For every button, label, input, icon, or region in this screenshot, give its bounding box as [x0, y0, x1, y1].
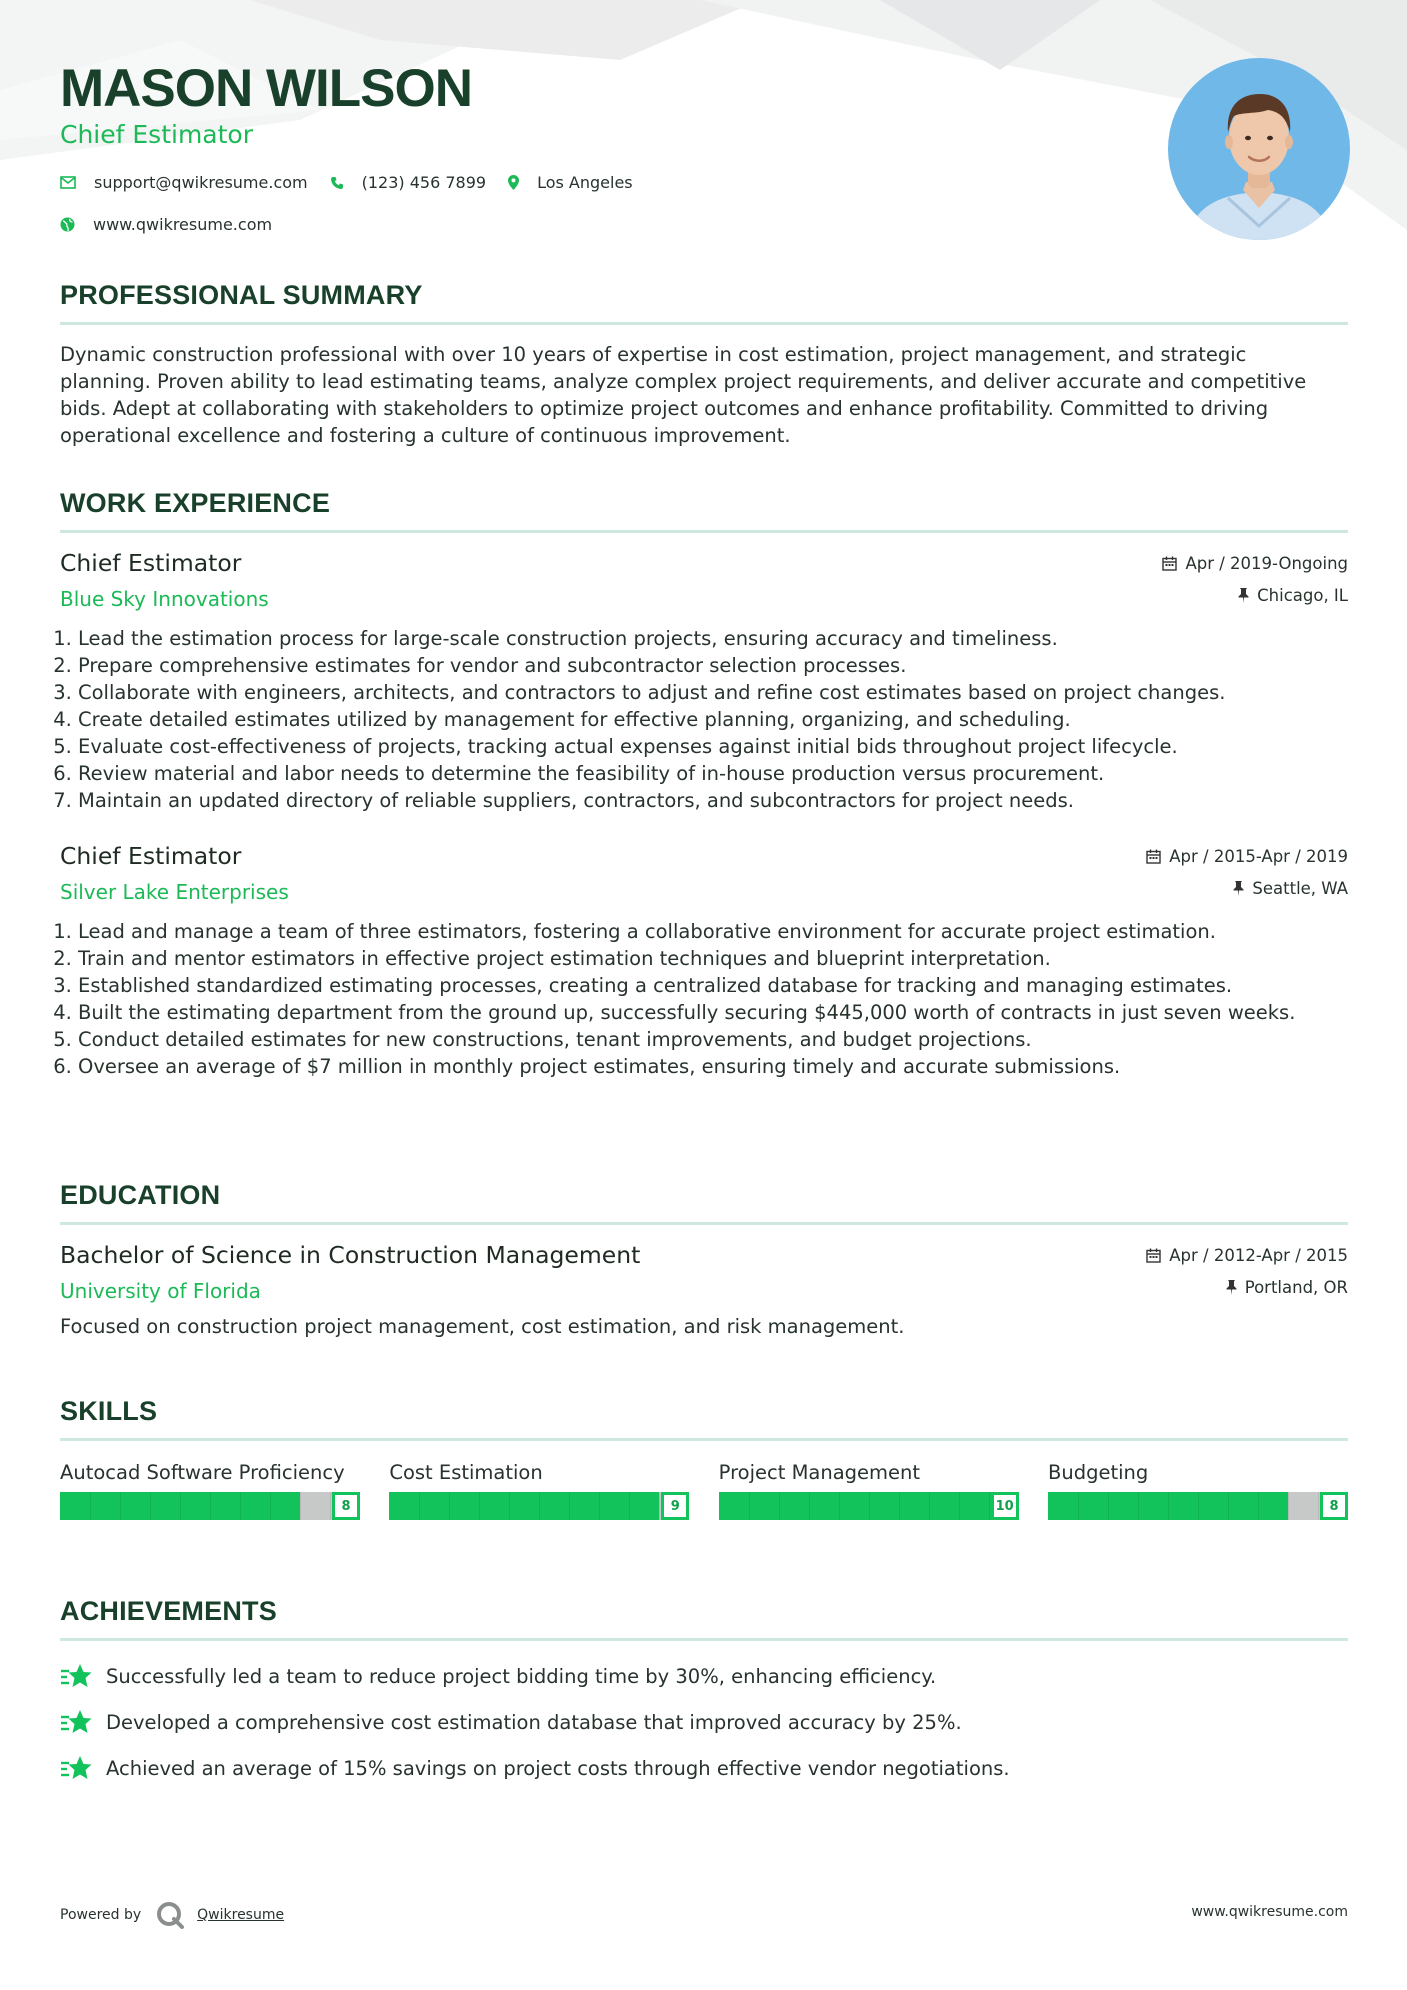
job-company: Silver Lake Enterprises	[60, 880, 289, 904]
profile-photo	[1168, 58, 1350, 240]
powered-by	[60, 1900, 284, 1930]
skill-bar	[60, 1492, 360, 1520]
skill-bar-segment	[629, 1492, 630, 1520]
section-divider	[60, 1638, 1348, 1641]
degree: Bachelor of Science in Construction Management	[60, 1241, 641, 1269]
skill-bar-segment	[1228, 1492, 1229, 1520]
phone-icon	[330, 176, 344, 190]
skill-level-badge: 10	[991, 1492, 1019, 1520]
skill-bar-segment	[1198, 1492, 1199, 1520]
summary-heading: PROFESSIONAL SUMMARY	[60, 280, 423, 310]
skill-bar-segment	[1318, 1492, 1319, 1520]
skill-bar-segment	[210, 1492, 211, 1520]
skill-item	[389, 1459, 689, 1520]
list-item: 2. Train and mentor estimators in effective project estimation techniques and blueprint interpretation.	[78, 945, 1348, 972]
skill-bar	[389, 1492, 689, 1520]
section-divider	[60, 1222, 1348, 1225]
skill-bar-segment	[599, 1492, 600, 1520]
skill-bar-track	[60, 1492, 360, 1520]
list-item: 6. Review material and labor needs to determine the feasibility of in-house production versus procurement.	[78, 760, 1348, 787]
skill-bar-segment	[150, 1492, 151, 1520]
skill-bar-segment	[300, 1492, 301, 1520]
education-heading: EDUCATION	[60, 1180, 221, 1210]
candidate-name: MASON WILSON	[60, 59, 472, 118]
list-item: 5. Conduct detailed estimates for new constructions, tenant improvements, and budget projections.	[78, 1026, 1348, 1053]
skill-name: Cost Estimation	[389, 1461, 543, 1484]
list-item: 4. Create detailed estimates utilized by management for effective planning, organizing, and scheduling.	[78, 706, 1348, 733]
avatar	[1168, 58, 1350, 240]
star-badge-icon	[60, 1755, 92, 1781]
achievements-heading: ACHIEVEMENTS	[60, 1596, 277, 1626]
list-item	[60, 1709, 1348, 1735]
skill-bar-segment	[120, 1492, 121, 1520]
job-responsibilities	[60, 918, 1348, 1080]
list-item: 3. Established standardized estimating processes, creating a centralized database for tracking and managing estimates.	[78, 972, 1348, 999]
list-item: 4. Built the estimating department from the ground up, successfully securing $445,000 worth of contracts in just seven weeks.	[78, 999, 1348, 1026]
education-location-text: Portland, OR	[1244, 1278, 1348, 1297]
skill-bar-segment	[929, 1492, 930, 1520]
list-item: 6. Oversee an average of $7 million in monthly project estimates, ensuring timely and accurate submissions.	[78, 1053, 1348, 1080]
experience-section	[60, 488, 1348, 1080]
section-divider	[60, 530, 1348, 533]
contact-row	[60, 173, 655, 192]
candidate-title: Chief Estimator	[60, 120, 253, 149]
skill-bar-segment	[240, 1492, 241, 1520]
calendar-icon	[1146, 1248, 1161, 1263]
skill-bar-segment	[1288, 1492, 1289, 1520]
skill-bar-segment	[839, 1492, 840, 1520]
skill-bar-fill	[389, 1492, 659, 1520]
envelope-icon	[60, 176, 76, 189]
calendar-icon	[1162, 556, 1177, 571]
calendar-icon	[1146, 849, 1161, 864]
skill-bar-segment	[659, 1492, 660, 1520]
skill-bar	[1048, 1492, 1348, 1520]
footer-website[interactable]: www.qwikresume.com	[1191, 1904, 1348, 1920]
skills-grid	[60, 1459, 1348, 1520]
job-date	[1162, 554, 1348, 573]
email-text[interactable]: support@qwikresume.com	[94, 173, 308, 192]
website-row	[60, 215, 294, 234]
skill-bar-segment	[479, 1492, 480, 1520]
skill-bar-segment	[749, 1492, 750, 1520]
achievements-section	[60, 1596, 1348, 1781]
education-description: Focused on construction project management, cost estimation, and risk management.	[60, 1315, 905, 1338]
skill-name: Budgeting	[1047, 1461, 1149, 1484]
qwikresume-link[interactable]: Qwikresume	[197, 1907, 285, 1923]
achievements-list	[60, 1663, 1348, 1781]
skill-level-badge: 8	[332, 1492, 360, 1520]
star-badge-icon	[60, 1709, 92, 1735]
phone-text[interactable]: (123) 456 7899	[361, 173, 487, 192]
skill-item	[719, 1459, 1019, 1520]
skill-bar-segment	[449, 1492, 450, 1520]
summary-section	[60, 280, 1348, 449]
skill-level-badge: 8	[1320, 1492, 1348, 1520]
job-location	[1233, 879, 1348, 898]
achievement-text: Successfully led a team to reduce project bidding time by 30%, enhancing efficiency.	[106, 1664, 937, 1688]
location-text: Los Angeles	[537, 173, 633, 192]
skill-bar-segment	[1138, 1492, 1139, 1520]
pushpin-icon	[1226, 1280, 1237, 1295]
skill-bar-segment	[899, 1492, 900, 1520]
section-divider	[60, 1438, 1348, 1441]
list-item: 1. Lead the estimation process for large-scale construction projects, ensuring accuracy and timeliness.	[78, 625, 1348, 652]
job-entry	[60, 842, 1348, 1080]
skill-bar-segment	[509, 1492, 510, 1520]
skill-name: Project Management	[718, 1461, 921, 1484]
pushpin-icon	[1233, 881, 1244, 896]
footer	[60, 1900, 1348, 1930]
skill-bar-segment	[779, 1492, 780, 1520]
star-badge-icon	[60, 1663, 92, 1689]
job-location-text: Chicago, IL	[1257, 586, 1348, 605]
job-title: Chief Estimator	[60, 842, 242, 870]
skill-bar-segment	[270, 1492, 271, 1520]
education-date-text: Apr / 2012-Apr / 2015	[1169, 1246, 1348, 1265]
skill-bar-segment	[869, 1492, 870, 1520]
pushpin-icon	[1238, 588, 1249, 603]
job-date-text: Apr / 2015-Apr / 2019	[1169, 847, 1348, 866]
job-location-text: Seattle, WA	[1252, 879, 1348, 898]
job-title: Chief Estimator	[60, 549, 242, 577]
education-date	[1146, 1246, 1348, 1265]
section-divider	[60, 322, 1348, 325]
experience-heading: WORK EXPERIENCE	[60, 488, 331, 518]
list-item	[60, 1663, 1348, 1689]
map-pin-icon	[508, 175, 519, 190]
job-date-text: Apr / 2019-Ongoing	[1185, 554, 1348, 573]
skill-bar-segment	[569, 1492, 570, 1520]
skill-bar-segment	[959, 1492, 960, 1520]
skill-bar-segment	[1078, 1492, 1079, 1520]
skill-bar-segment	[1168, 1492, 1169, 1520]
skill-bar-segment	[419, 1492, 420, 1520]
skill-bar-segment	[809, 1492, 810, 1520]
skill-level-badge: 9	[661, 1492, 689, 1520]
skill-bar-segment	[989, 1492, 990, 1520]
website-text[interactable]: www.qwikresume.com	[93, 215, 273, 234]
skill-bar-track	[1048, 1492, 1348, 1520]
job-company: Blue Sky Innovations	[60, 587, 269, 611]
qwikresume-logo-icon	[155, 1900, 185, 1930]
skill-bar	[719, 1492, 1019, 1520]
phone-contact	[330, 173, 486, 192]
achievement-text: Achieved an average of 15% savings on project costs through effective vendor negotiations.	[106, 1756, 1010, 1780]
website-contact	[60, 215, 272, 234]
list-item: 7. Maintain an updated directory of reliable suppliers, contractors, and subcontractors for project needs.	[78, 787, 1348, 814]
school: University of Florida	[60, 1279, 261, 1303]
skills-section	[60, 1396, 1348, 1520]
education-section	[60, 1180, 1348, 1338]
list-item: 5. Evaluate cost-effectiveness of projects, tracking actual expenses against initial bids throughout project lifecycle.	[78, 733, 1348, 760]
location-contact	[508, 173, 633, 192]
list-item: 3. Collaborate with engineers, architects, and contractors to adjust and refine cost estimates based on project changes.	[78, 679, 1348, 706]
job-location	[1238, 586, 1348, 605]
globe-icon	[60, 217, 75, 232]
skill-bar-segment	[330, 1492, 331, 1520]
education-location	[1226, 1278, 1348, 1297]
skill-name: Autocad Software Proficiency	[60, 1461, 345, 1484]
skill-bar-segment	[1108, 1492, 1109, 1520]
skills-heading: SKILLS	[60, 1396, 158, 1426]
skill-item	[60, 1459, 360, 1520]
achievement-text: Developed a comprehensive cost estimation database that improved accuracy by 25%.	[106, 1710, 962, 1734]
powered-by-label: Powered by	[60, 1907, 142, 1923]
skill-bar-segment	[1258, 1492, 1259, 1520]
skill-item	[1048, 1459, 1348, 1520]
skill-bar-segment	[90, 1492, 91, 1520]
list-item: 1. Lead and manage a team of three estimators, fostering a collaborative environment for accurate project estimation.	[78, 918, 1348, 945]
job-entry	[60, 549, 1348, 814]
skill-bar-segment	[180, 1492, 181, 1520]
list-item	[60, 1755, 1348, 1781]
list-item: 2. Prepare comprehensive estimates for vendor and subcontractor selection processes.	[78, 652, 1348, 679]
education-entry	[60, 1241, 1348, 1338]
email-contact	[60, 173, 308, 192]
job-responsibilities	[60, 625, 1348, 814]
skill-bar-track	[389, 1492, 689, 1520]
skill-bar-track	[719, 1492, 1019, 1520]
job-date	[1146, 847, 1348, 866]
summary-text: Dynamic construction professional with over 10 years of expertise in cost estimation, project management, and strategic planning. Proven ability to lead estimating teams, analyze complex project requirements, and deliver accurate and competitive bids. Adept at collaborating with stakeholders to optimize project outcomes and enhance profitability. Committed to driving operational excellence and fostering a culture of continuous improvement.	[60, 343, 1307, 447]
skill-bar-segment	[539, 1492, 540, 1520]
